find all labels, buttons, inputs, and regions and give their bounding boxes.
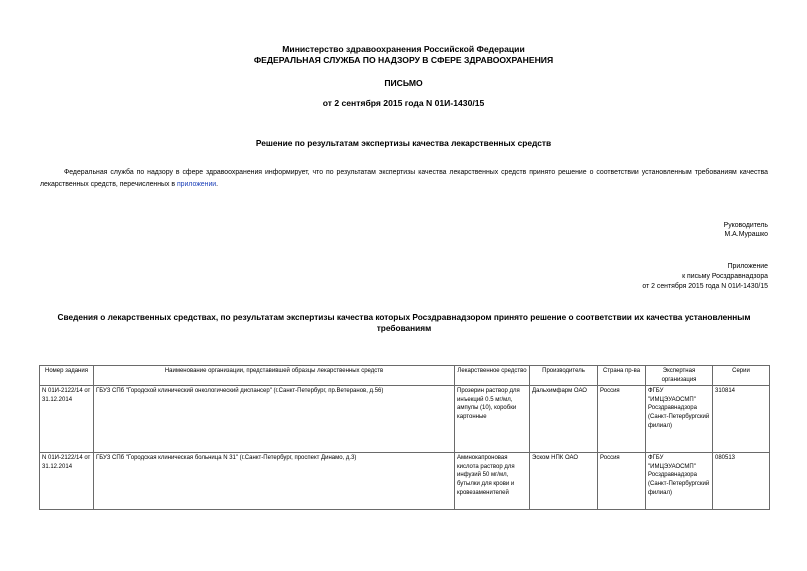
drug-cell: Аминокапроновая кислота раствор для инфузий 50 мг/мл, бутылки для крови и кровезаменителей <box>455 453 530 510</box>
appendix-label: Приложение <box>727 263 768 270</box>
task-number-cell: N 01И-2122/14 от 31.12.2014 <box>40 386 94 453</box>
column-header: Серии <box>713 366 770 386</box>
organization-cell: ГБУЗ СПб "Городская клиническая больница N 31" (г.Санкт-Петербург, проспект Динамо, д.3) <box>94 453 455 510</box>
intro-paragraph <box>40 167 768 190</box>
column-header: Производитель <box>530 366 598 386</box>
intro-tail: . <box>216 180 219 188</box>
column-header: Экспертная организация <box>646 366 713 386</box>
document-type: ПИСЬМО <box>384 78 423 88</box>
table-row <box>40 386 770 453</box>
appendix-link[interactable]: приложении <box>176 180 217 188</box>
service-name: ФЕДЕРАЛЬНАЯ СЛУЖБА ПО НАДЗОРУ В СФЕРЕ ЗДРАВООХРАНЕНИЯ <box>253 55 554 65</box>
appendix-title: Сведения о лекарственных средствах, по результатам экспертизы качества которых Росздравнадзором принято решение о соответствии их качества установленным требованиям <box>57 312 751 333</box>
drugs-table <box>39 365 770 510</box>
expert-organization-cell: ФГБУ "ИМЦЭУАОСМП" Росздравнадзора (Санкт-Петербургский филиал) <box>646 453 713 510</box>
table-row <box>40 453 770 510</box>
task-number-cell: N 01И-2122/14 от 31.12.2014 <box>40 453 94 510</box>
country-cell: Россия <box>598 386 646 453</box>
country-cell: Россия <box>598 453 646 510</box>
table-header-row <box>40 366 770 386</box>
series-cell: 080513 <box>713 453 770 510</box>
drug-cell: Прозерин раствор для инъекций 0.5 мг/мл, ампулы (10), коробки картонные <box>455 386 530 453</box>
document-subject: Решение по результатам экспертизы качества лекарственных средств <box>255 138 552 148</box>
intro-text: Федеральная служба по надзору в сфере здравоохранения информирует, что по результатам экспертизы качества лекарственных средств принято решение о соответствии установленным требованиям качества лекарственных средств, перечисленных в <box>40 169 768 188</box>
signatory-position: Руководитель <box>723 222 768 229</box>
column-header: Лекарственное средство <box>455 366 530 386</box>
signatory-name: М.А.Мурашко <box>724 231 768 238</box>
organization-cell: ГБУЗ СПб "Городской клинический онкологический диспансер" (г.Санкт-Петербург, пр.Ветеранов, д.56) <box>94 386 455 453</box>
expert-organization-cell: ФГБУ "ИМЦЭУАОСМП" Росздравнадзора (Санкт-Петербургский филиал) <box>646 386 713 453</box>
manufacturer-cell: Эском НПК ОАО <box>530 453 598 510</box>
manufacturer-cell: Дальхимфарм ОАО <box>530 386 598 453</box>
series-cell: 310814 <box>713 386 770 453</box>
document-date-number: от 2 сентября 2015 года N 01И-1430/15 <box>322 98 485 108</box>
appendix-reference: к письму Росздравнадзора <box>682 273 768 280</box>
appendix-date-number: от 2 сентября 2015 года N 01И-1430/15 <box>642 283 768 290</box>
ministry-name: Министерство здравоохранения Российской Федерации <box>282 44 525 54</box>
column-header: Номер задания <box>40 366 94 386</box>
column-header: Страна пр-ва <box>598 366 646 386</box>
column-header: Наименование организации, представившей образцы лекарственных средств <box>94 366 455 386</box>
